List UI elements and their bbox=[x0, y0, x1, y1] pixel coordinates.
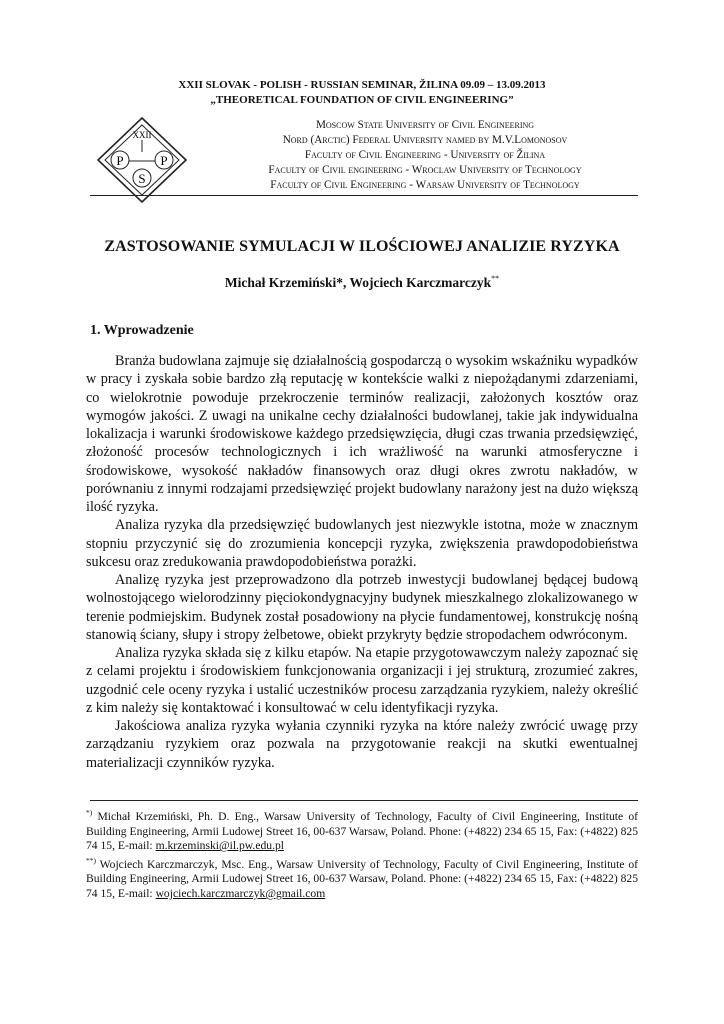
email-link[interactable]: wojciech.karczmarczyk@gmail.com bbox=[155, 886, 326, 900]
footnote-divider bbox=[90, 800, 638, 801]
body-text bbox=[86, 352, 638, 772]
paper-title: ZASTOSOWANIE SYMULACJI W ILOŚCIOWEJ ANALIZIE RYZYKA bbox=[104, 238, 620, 255]
institution-line: Moscow State University of Civil Engineering bbox=[315, 119, 535, 131]
footnote-text: Michał Krzemiński, Ph. D. Eng., Warsaw University of Technology, Faculty of Civil Engineering, Institute of Building Engineering, Armii Ludowej Street 16, 00-637 Warsaw, Poland. Phone: (+4822) 234 65 15, Fax: (+4822) 825 74 15, E-mail: bbox=[86, 810, 638, 853]
footnotes bbox=[86, 806, 638, 902]
header-divider bbox=[90, 195, 638, 196]
paragraph: Jakościowa analiza ryzyka wyłania czynniki ryzyka na które należy zwrócić uwagę przy zarządzaniu ryzykiem oraz pozwala na przygotowanie reakcji na skutki ewentualnej materializacji czynników ryzyka. bbox=[86, 718, 638, 771]
footnote-text: Wojciech Karczmarczyk, Msc. Eng., Warsaw University of Technology, Faculty of Civil Engineering, Institute of Building Engineering, Armii Ludowej Street 16, 00-637 Warsaw, Poland. Phone: (+4822) 234 65 15, Fax: (+4822) 825 74 15, E-mail: bbox=[86, 857, 638, 900]
author-names: Michał Krzemiński*, Wojciech Karczmarczyk bbox=[224, 275, 492, 290]
footnote bbox=[86, 854, 638, 902]
logo-letter-right: P bbox=[160, 153, 168, 168]
institution-line: Faculty of Civil Engineering - University of Žilina bbox=[304, 149, 546, 161]
seminar-subtitle: „THEORETICAL FOUNDATION OF CIVIL ENGINEERING” bbox=[210, 94, 514, 106]
institution-line: Faculty of Civil engineering - Wroclaw University of Technology bbox=[268, 164, 582, 176]
email-link[interactable]: m.krzeminski@il.pw.edu.pl bbox=[155, 839, 284, 853]
paper-authors bbox=[0, 274, 724, 291]
paragraph: Analizę ryzyka jest przeprowadzono dla potrzeb inwestycji budowlanej będącej budową wolnostojącego wielorodzinny pięciokondygnacyjny budynek mieszkalnego zlokalizowanego w terenie podmiejskim. Budynek został posadowiony na płycie fundamentowej, konstrukcję nośną stanowią ściany, słupy i stropy żelbetowe, obiekt przykryty będzie stropodachem odwróconym. bbox=[86, 572, 638, 643]
paragraph: Branża budowlana zajmuje się działalnością gospodarczą o wysokim wskaźniku wypadków w pracy i zyskała sobie bardzo złą reputację w kontekście walki z niepożądanymi zdarzeniami, co wielokrotnie powoduje przekroczenie terminów realizacji, założonych kosztów oraz wymogów jakości. Z uwagi na unikalne cechy działalności budowlanej, takie jak indywidualna lokalizacja i warunki środowiskowe każdego przedsięwzięcia, długi czas trwania przedsięwzięć, złożoność procesów technologicznych i ich wrażliwość na warunki atmosferyczne i środowiskowe, wysokość nakładów finansowych oraz długi okres zwrotu nakładów, w porównaniu z innymi rodzajami przedsięwzięć projekt budowlany narażony jest na dużo większą ilość ryzyka. bbox=[86, 353, 638, 515]
institution-line: Faculty of Civil Engineering - Warsaw University of Technology bbox=[270, 179, 580, 191]
seminar-title: XXII SLOVAK - POLISH - RUSSIAN SEMINAR, ŽILINA 09.09 – 13.09.2013 bbox=[178, 79, 546, 91]
paragraph: Analiza ryzyka dla przedsięwzięć budowlanych jest niezwykle istotna, może w znacznym stopniu przyczynić się do zrozumienia koncepcji ryzyka, zwiększenia prawdopodobieństwa sukcesu oraz zredukowania prawdopodobieństwa porażki. bbox=[86, 517, 638, 570]
footnote-mark: *) bbox=[86, 808, 93, 817]
seminar-header bbox=[0, 78, 724, 108]
institution-line: Nord (Arctic) Federal University named by M.V.Lomonosov bbox=[282, 134, 568, 146]
footnote-mark: **) bbox=[86, 855, 96, 865]
footnote bbox=[86, 806, 638, 854]
author-footnote-mark: ** bbox=[491, 274, 500, 283]
paragraph: Analiza ryzyka składa się z kilku etapów. Na etapie przygotowawczym należy zapoznać się z celami projektu i środowiskiem funkcjonowania organizacji i jej strukturą, zrozumieć zakres, uzgodnić cele oceny ryzyka i ustalić uczestników procesu zarządzania ryzykiem, należy określić z kim należy się kontaktować i konsultować w celu identyfikacji ryzyka. bbox=[86, 645, 638, 716]
institution-list bbox=[210, 118, 640, 193]
seminar-logo bbox=[96, 116, 188, 204]
logo-letter-bottom: S bbox=[138, 171, 146, 186]
section-heading: 1. Wprowadzenie bbox=[90, 323, 194, 338]
logo-numeral: XXII bbox=[132, 130, 152, 140]
logo-letter-left: P bbox=[116, 153, 124, 168]
